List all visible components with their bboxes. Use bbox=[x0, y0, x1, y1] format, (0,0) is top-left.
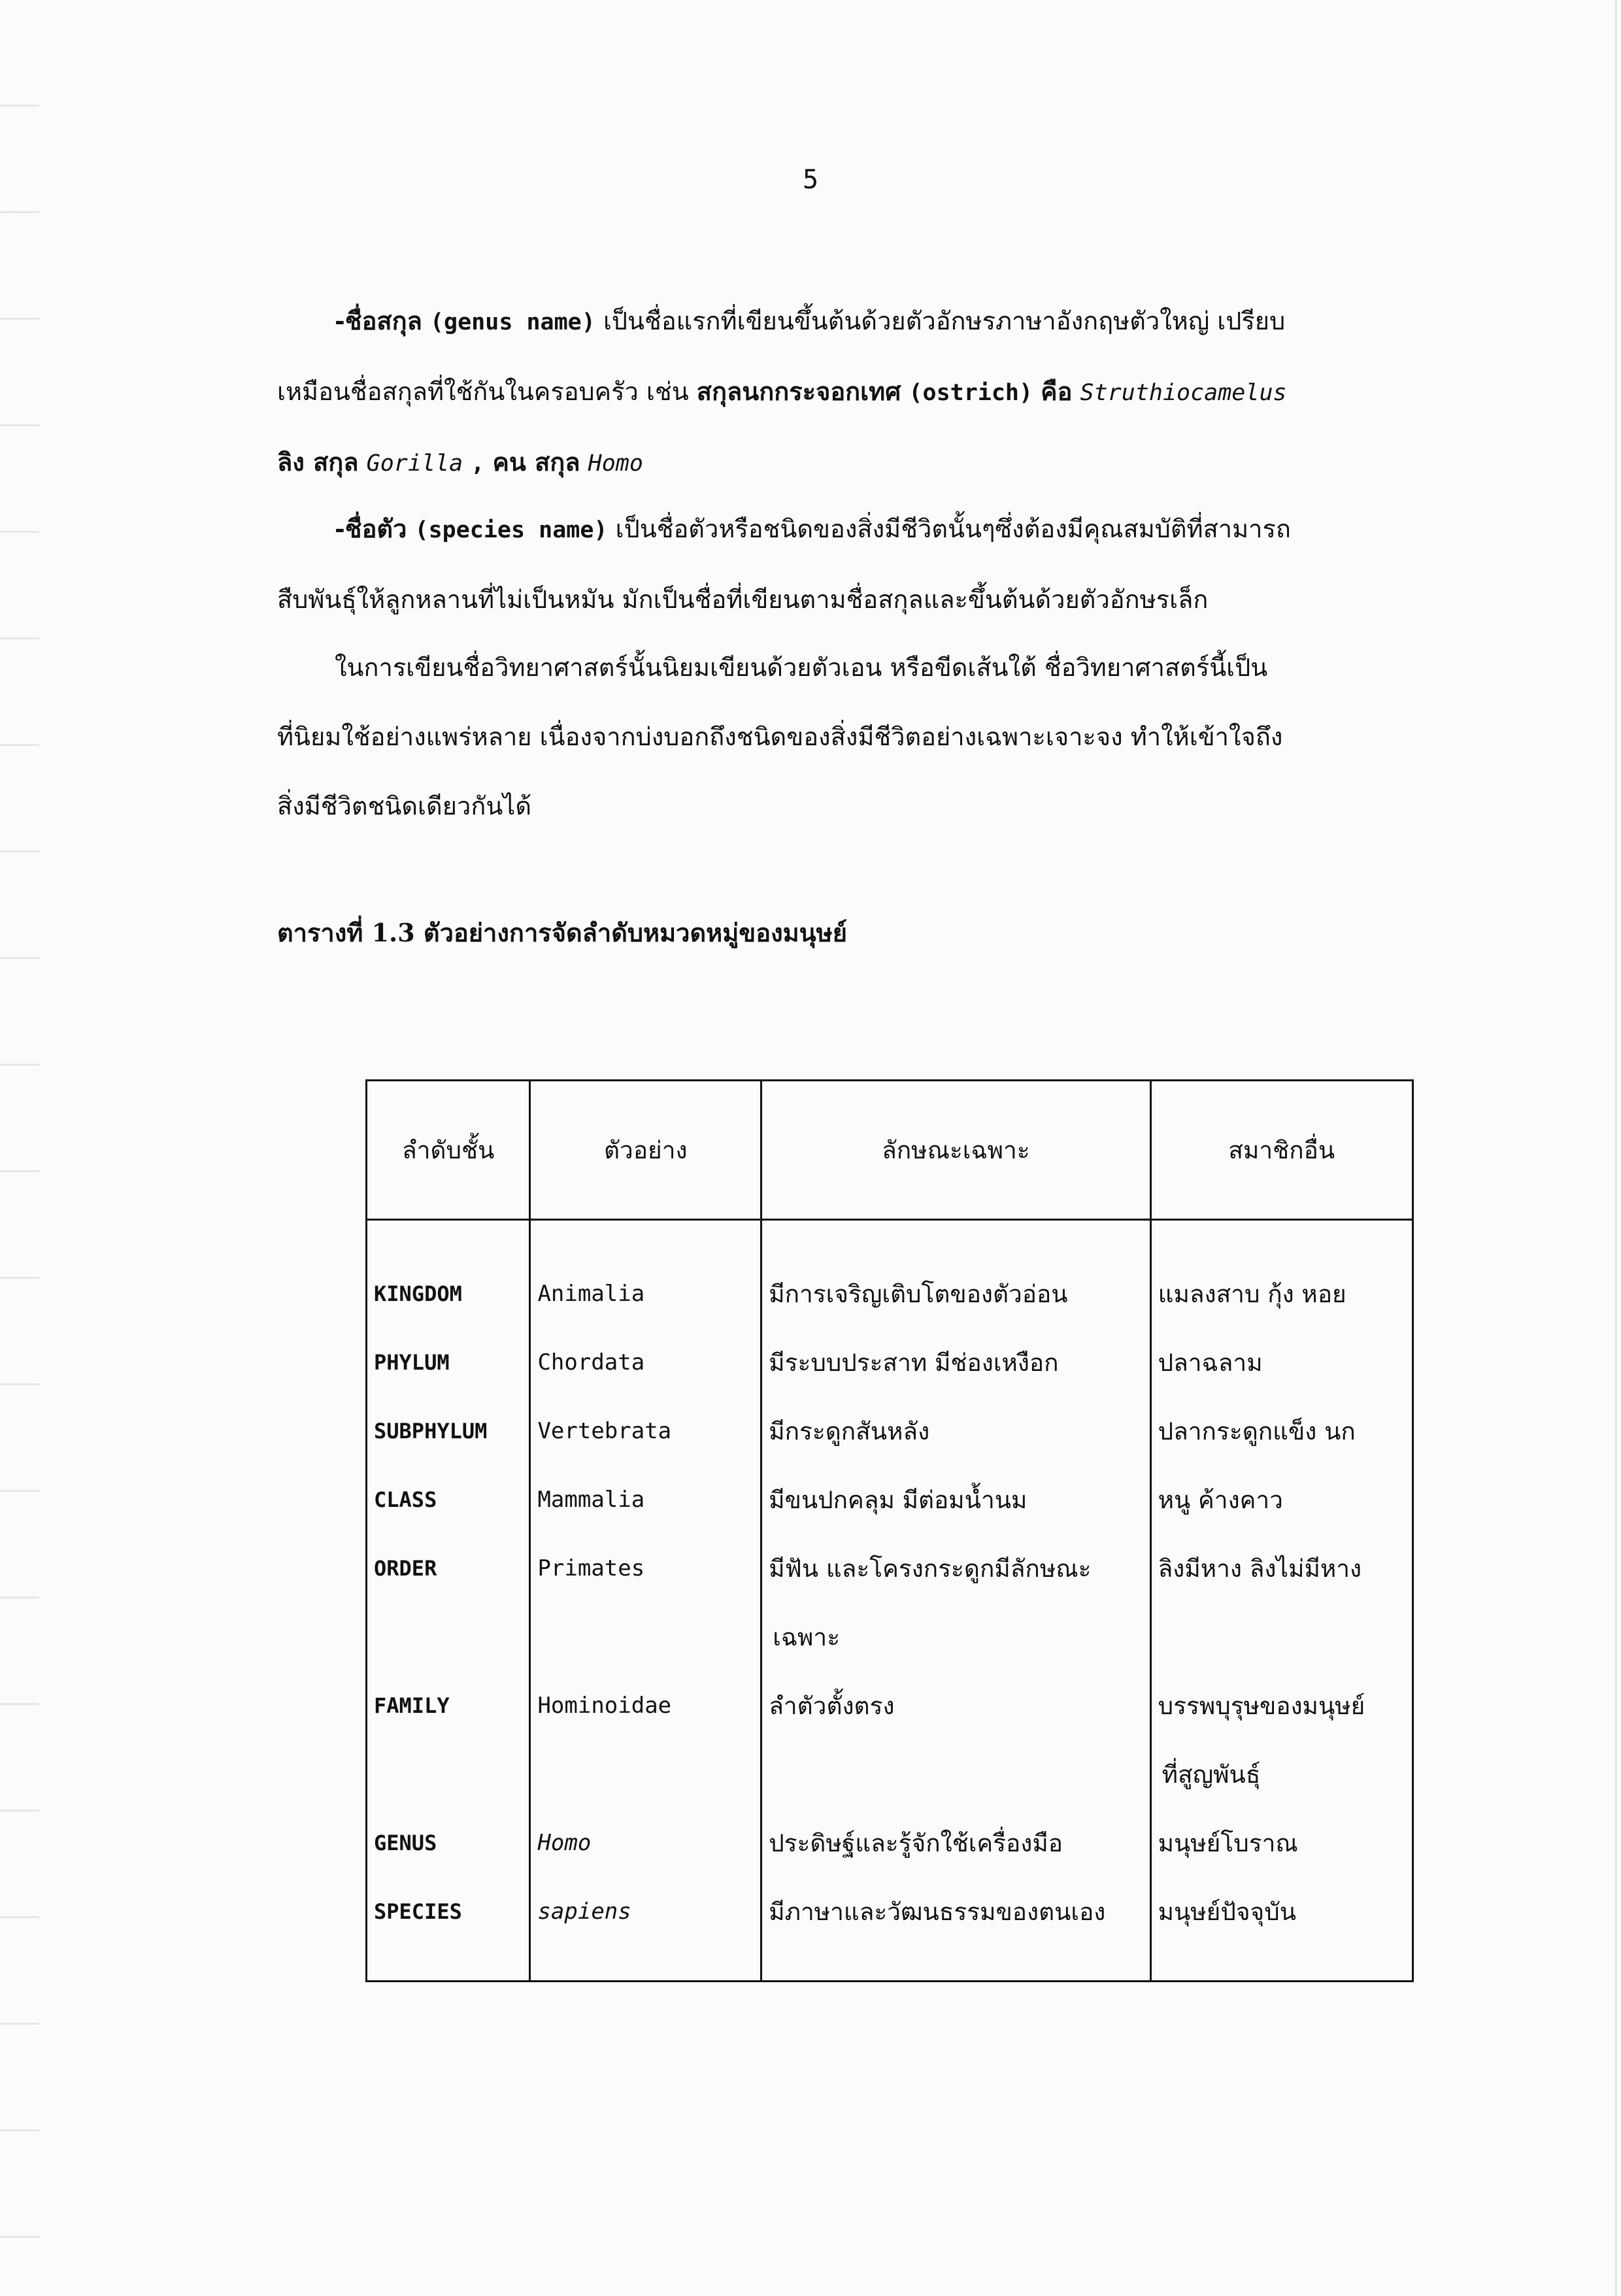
example-cell: Primates bbox=[530, 1534, 761, 1672]
others-cell: มนุษย์ปัจจุบัน bbox=[1150, 1878, 1412, 1982]
taxonomy-table bbox=[365, 1079, 1414, 1982]
example-cell: Chordata bbox=[530, 1328, 761, 1397]
table-row bbox=[367, 1672, 1413, 1809]
trait-cell: มีกระดูกสันหลัง bbox=[761, 1397, 1150, 1466]
page-number: 5 bbox=[802, 165, 819, 195]
header-example: ตัวอย่าง bbox=[530, 1081, 761, 1220]
header-trait: ลักษณะเฉพาะ bbox=[761, 1081, 1150, 1220]
rank-cell: SPECIES bbox=[367, 1878, 530, 1982]
others-cell: ปลาฉลาม bbox=[1150, 1328, 1412, 1397]
example-cell: Mammalia bbox=[530, 1466, 761, 1534]
trait-cell: มีขนปกคลุม มีต่อมน้ำนม bbox=[761, 1466, 1150, 1534]
table-row bbox=[367, 1466, 1413, 1534]
table-row bbox=[367, 1397, 1413, 1466]
rank-cell: FAMILY bbox=[367, 1672, 530, 1809]
example-cell: Hominoidae bbox=[530, 1672, 761, 1809]
trait-cell: ประดิษฐ์และรู้จักใช้เครื่องมือ bbox=[761, 1809, 1150, 1878]
genus-line-2: เหมือนชื่อสกุลที่ใช้กันในครอบครัว เช่น สกุลนกกระจอกเทศ (ostrich) คือ Struthiocamelus bbox=[277, 377, 1287, 406]
rank-cell: ORDER bbox=[367, 1534, 530, 1672]
genus-paragraph bbox=[277, 286, 1428, 498]
table-row bbox=[367, 1534, 1413, 1672]
rank-cell: SUBPHYLUM bbox=[367, 1397, 530, 1466]
genus-line-1: -ชื่อสกุล (genus name) เป็นชื่อแรกที่เขียนขึ้นต้นด้วยตัวอักษรภาษาอังกฤษตัวใหญ่ เปรียบ bbox=[335, 306, 1286, 335]
table-row bbox=[367, 1328, 1413, 1397]
example-cell: Vertebrata bbox=[530, 1397, 761, 1466]
table-caption: ตารางที่ 1.3 ตัวอย่างการจัดลำดับหมวดหมู่ของมนุษย์ bbox=[277, 918, 847, 947]
genus-line-3: ลิง สกุล Gorilla , คน สกุล Homo bbox=[277, 447, 643, 477]
table-row bbox=[367, 1220, 1413, 1329]
margin-scan-marks bbox=[0, 0, 39, 2296]
species-paragraph bbox=[277, 494, 1428, 634]
header-others: สมาชิกอื่น bbox=[1150, 1081, 1412, 1220]
page-edge bbox=[1615, 0, 1617, 2296]
rank-cell: CLASS bbox=[367, 1466, 530, 1534]
usage-line-3: สิ่งมีชีวิตชนิดเดียวกันได้ bbox=[277, 792, 532, 820]
others-cell: ปลากระดูกแข็ง นก bbox=[1150, 1397, 1412, 1466]
species-line-1: -ชื่อตัว (species name) เป็นชื่อตัวหรือชนิดของสิ่งมีชีวิตนั้นๆซึ่งต้องมีคุณสมบัติที่สามารถ bbox=[335, 514, 1291, 543]
example-cell: Animalia bbox=[530, 1220, 761, 1329]
others-cell: มนุษย์โบราณ bbox=[1150, 1809, 1412, 1878]
table-row bbox=[367, 1878, 1413, 1982]
others-cell: แมลงสาบ กุ้ง หอย bbox=[1150, 1220, 1412, 1329]
table-row bbox=[367, 1809, 1413, 1878]
example-cell: sapiens bbox=[530, 1878, 761, 1982]
usage-line-2: ที่นิยมใช้อย่างแพร่หลาย เนื่องจากบ่งบอกถึงชนิดของสิ่งมีชีวิตอย่างเฉพาะเจาะจง ทำให้เข้าใจถึง bbox=[277, 722, 1283, 751]
usage-line-1: ในการเขียนชื่อวิทยาศาสตร์นั้นนิยมเขียนด้วยตัวเอน หรือขีดเส้นใต้ ชื่อวิทยาศาสตร์นี้เป็น bbox=[335, 653, 1268, 682]
trait-cell: มีภาษาและวัฒนธรรมของตนเอง bbox=[761, 1878, 1150, 1982]
header-rank: ลำดับชั้น bbox=[367, 1081, 530, 1220]
trait-cell: มีการเจริญเติบโตของตัวอ่อน bbox=[761, 1220, 1150, 1329]
others-cell: บรรพบุรุษของมนุษย์ ที่สูญพันธุ์ bbox=[1150, 1672, 1412, 1809]
species-line-2: สืบพันธุ์ให้ลูกหลานที่ไม่เป็นหมัน มักเป็นชื่อที่เขียนตามชื่อสกุลและขึ้นต้นด้วยตัวอักษรเล็ก bbox=[277, 585, 1209, 614]
example-cell: Homo bbox=[530, 1809, 761, 1878]
others-cell: ลิงมีหาง ลิงไม่มีหาง bbox=[1150, 1534, 1412, 1672]
others-cell: หนู ค้างคาว bbox=[1150, 1466, 1412, 1534]
table-header-row bbox=[367, 1081, 1413, 1220]
trait-cell: มีฟัน และโครงกระดูกมีลักษณะ เฉพาะ bbox=[761, 1534, 1150, 1672]
rank-cell: KINGDOM bbox=[367, 1220, 530, 1329]
trait-cell: มีระบบประสาท มีช่องเหงือก bbox=[761, 1328, 1150, 1397]
trait-cell: ลำตัวตั้งตรง bbox=[761, 1672, 1150, 1809]
rank-cell: GENUS bbox=[367, 1809, 530, 1878]
rank-cell: PHYLUM bbox=[367, 1328, 530, 1397]
usage-paragraph bbox=[277, 633, 1428, 841]
